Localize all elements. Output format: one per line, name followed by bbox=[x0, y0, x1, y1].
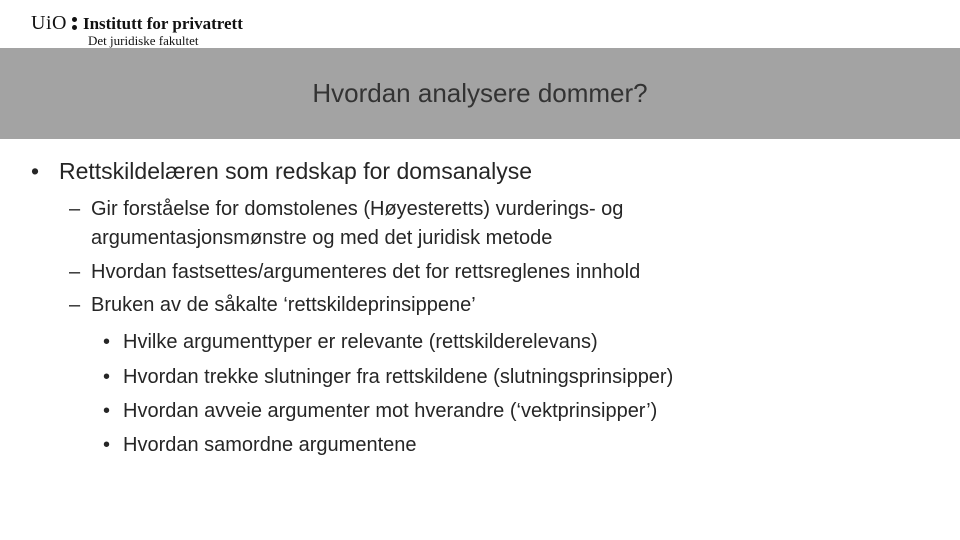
bullet-marker: • bbox=[103, 400, 111, 422]
bullet-marker: • bbox=[31, 158, 40, 184]
bullet-level3: Hvordan trekke slutninger fra rettskildene (slutningsprinsipper) bbox=[123, 366, 674, 388]
bullet-level3: Hvordan samordne argumentene bbox=[123, 434, 417, 456]
faculty-name: Det juridiske fakultet bbox=[88, 33, 199, 48]
dash-marker: – bbox=[69, 294, 81, 316]
bullet-level2: Hvordan fastsettes/argumenteres det for rettsreglenes innhold bbox=[91, 261, 641, 283]
dash-marker: – bbox=[69, 261, 81, 283]
bullet-marker: • bbox=[103, 331, 111, 353]
bullet-level2-continued: argumentasjonsmønstre og med det juridisk metode bbox=[91, 227, 553, 249]
title-band bbox=[0, 48, 960, 139]
slide-title: Hvordan analysere dommer? bbox=[312, 78, 648, 108]
dash-marker: – bbox=[69, 198, 81, 220]
logo-colon-icon bbox=[72, 17, 77, 30]
bullet-level1: Rettskildelæren som redskap for domsanalyse bbox=[59, 158, 532, 184]
bullet-level3: Hvordan avveie argumenter mot hverandre (‘vektprinsipper’) bbox=[123, 400, 658, 422]
uio-logo-text: UiO bbox=[31, 12, 67, 34]
bullet-level2: Gir forståelse for domstolenes (Høyesteretts) vurderings- og bbox=[91, 198, 624, 220]
institute-name: Institutt for privatrett bbox=[82, 13, 243, 33]
bullet-level3: Hvilke argumenttyper er relevante (rettskilderelevans) bbox=[123, 331, 598, 353]
bullet-marker: • bbox=[103, 366, 111, 388]
bullet-marker: • bbox=[103, 434, 111, 456]
institution-logo bbox=[31, 12, 243, 49]
bullet-level2: Bruken av de såkalte ‘rettskildeprinsippene’ bbox=[91, 294, 476, 316]
